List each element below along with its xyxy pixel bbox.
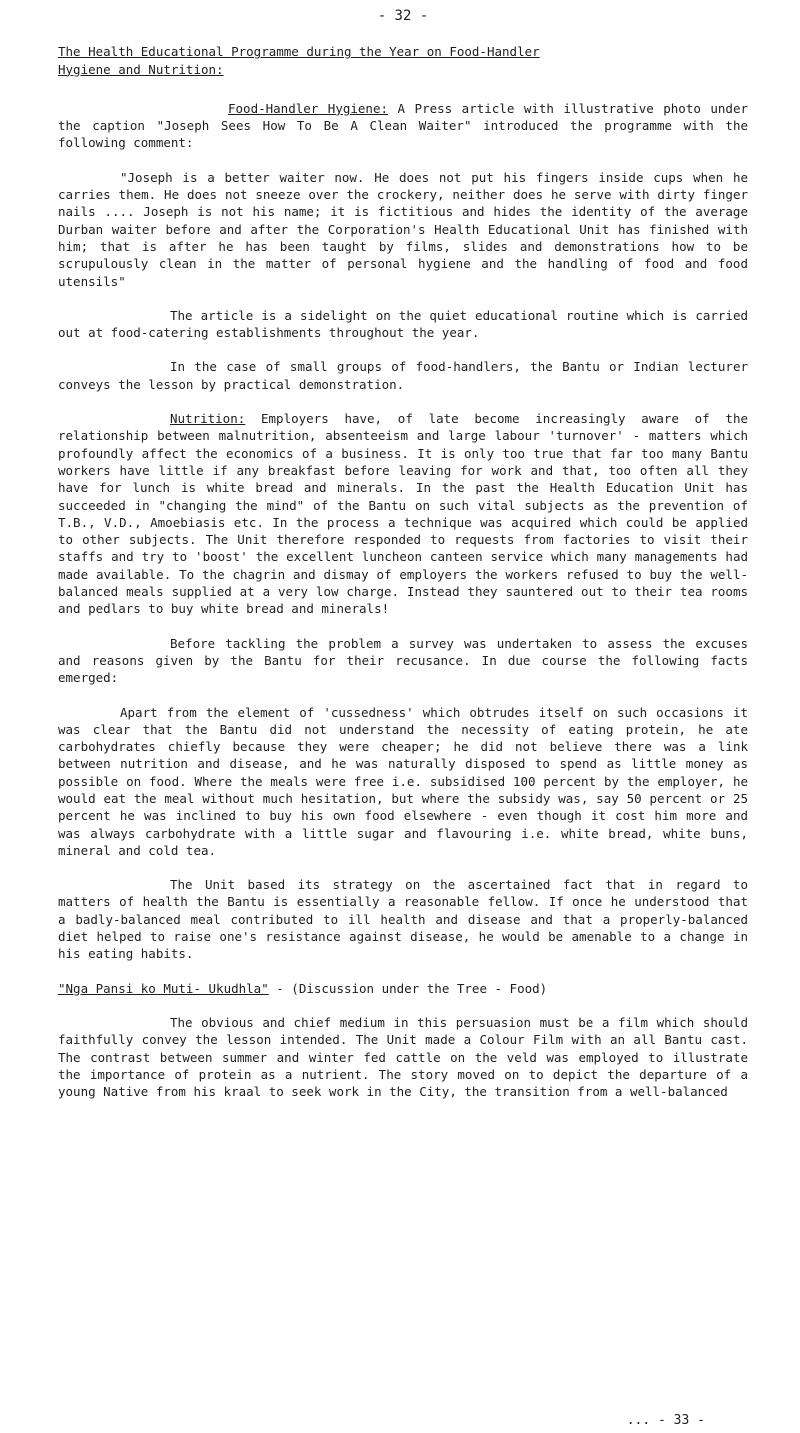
food-handler-para-3: In the case of small groups of food-handlers, the Bantu or Indian lecturer conveys the lesson by practical demonstration. — [58, 359, 748, 392]
food-handler-para-2: The article is a sidelight on the quiet educational routine which is carried out at food-catering establishments throughout the year. — [58, 307, 748, 341]
nutrition-label: Nutrition: — [170, 411, 246, 427]
film-title: "Nga Pansi ko Muti- Ukudhla" — [58, 980, 269, 996]
page-footer: ... - 33 - — [626, 1413, 705, 1428]
nutrition-para-3: Apart from the element of 'cussedness' which obtrudes itself on such occasions it was clear that the Bantu did not understand the necessity of eating protein, he ate carbohydrates chiefly because they were cheaper; he did not believe there was a link between nutrition and disease, and he was naturally disposed to spend as little money as possible on food. Where the meals were free i.e. subsidised 100 percent by the employer, he would eat the meal without much hesitation, but where the subsidy was, say 50 percent or 25 percent he was inclined to buy his own food elsewhere - even though it cost him more and was always carbohydrate with a little sugar and flavouring i.e. white bread, white buns, mineral and cold tea. — [58, 704, 748, 858]
nutrition-para-2: Before tackling the problem a survey was undertaken to assess the excuses and reasons given by the Bantu for their recusance. In due course the following facts emerged: — [58, 635, 748, 686]
page-number: - 32 - — [377, 8, 429, 24]
film-heading — [58, 980, 748, 997]
section-heading — [58, 43, 748, 78]
section-heading-line-1: The Health Educational Programme during the Year on Food-Handler — [58, 44, 540, 60]
nutrition-paragraph — [58, 410, 748, 618]
film-subtitle: - (Discussion under the Tree - Food) — [276, 980, 548, 996]
food-handler-intro: A Press article with illustrative photo under the caption "Joseph Sees How To Be A Clean Waiter" introduced the programme with the following comment: — [58, 100, 748, 151]
section-heading-line-2: Hygiene and Nutrition: — [58, 61, 224, 77]
food-handler-paragraph — [58, 100, 748, 152]
food-handler-label: Food-Handler Hygiene: — [228, 100, 389, 116]
film-para-1: The obvious and chief medium in this persuasion must be a film which should faithfully convey the lesson intended. The Unit made a Colour Film with an all Bantu cast. The contrast between summer and winter fed cattle on the veld was employed to illustrate the importance of protein as a nutrient. The story moved on to depict the departure of a young Native from his kraal to seek work in the City, the transition from a well-balanced — [58, 1014, 748, 1100]
food-handler-quote: "Joseph is a better waiter now. He does not put his fingers inside cups when he carries them. He does not sneeze over the crockery, neither does he serve with dirty finger nails .... Joseph is not his name; it is fictitious and hides the identity of the average Durban waiter before and after the Corporation's Health Educational Unit has finished with him; that is after he has been taught by films, slides and demonstrations how to be scrupulously clean in the matter of personal hygiene and the handling of food and food utensils" — [58, 169, 748, 289]
nutrition-para-1: Employers have, of late become increasingly aware of the relationship between malnutrition, absenteeism and large labour 'turnover' - matters which profoundly affect the economics of a business. It is only too true that far too many Bantu workers have little if any breakfast before leaving for work and that, too often all they have for lunch is white bread and minerals. In the past the Health Education Unit has succeeded in "changing the mind" of the Bantu on such vital subjects as the prevention of T.B., V.D., Amoebiasis etc. In the process a technique was acquired which could be applied to other subjects. The Unit therefore responded to requests from factories to visit their staffs and try to 'boost' the excellent luncheon canteen service which many managements had made available. To the chagrin and dismay of employers the workers refused to buy the well-balanced meals supplied at a very low charge. Instead they sauntered out to their tea rooms and pedlars to buy white bread and minerals! — [58, 411, 749, 617]
nutrition-para-4: The Unit based its strategy on the ascertained fact that in regard to matters of health the Bantu is essentially a reasonable fellow. If once he understood that a badly-balanced meal contributed to ill health and disease and that a properly-balanced diet helped to raise one's resistance against disease, he would be amenable to a change in his eating habits. — [58, 877, 748, 962]
